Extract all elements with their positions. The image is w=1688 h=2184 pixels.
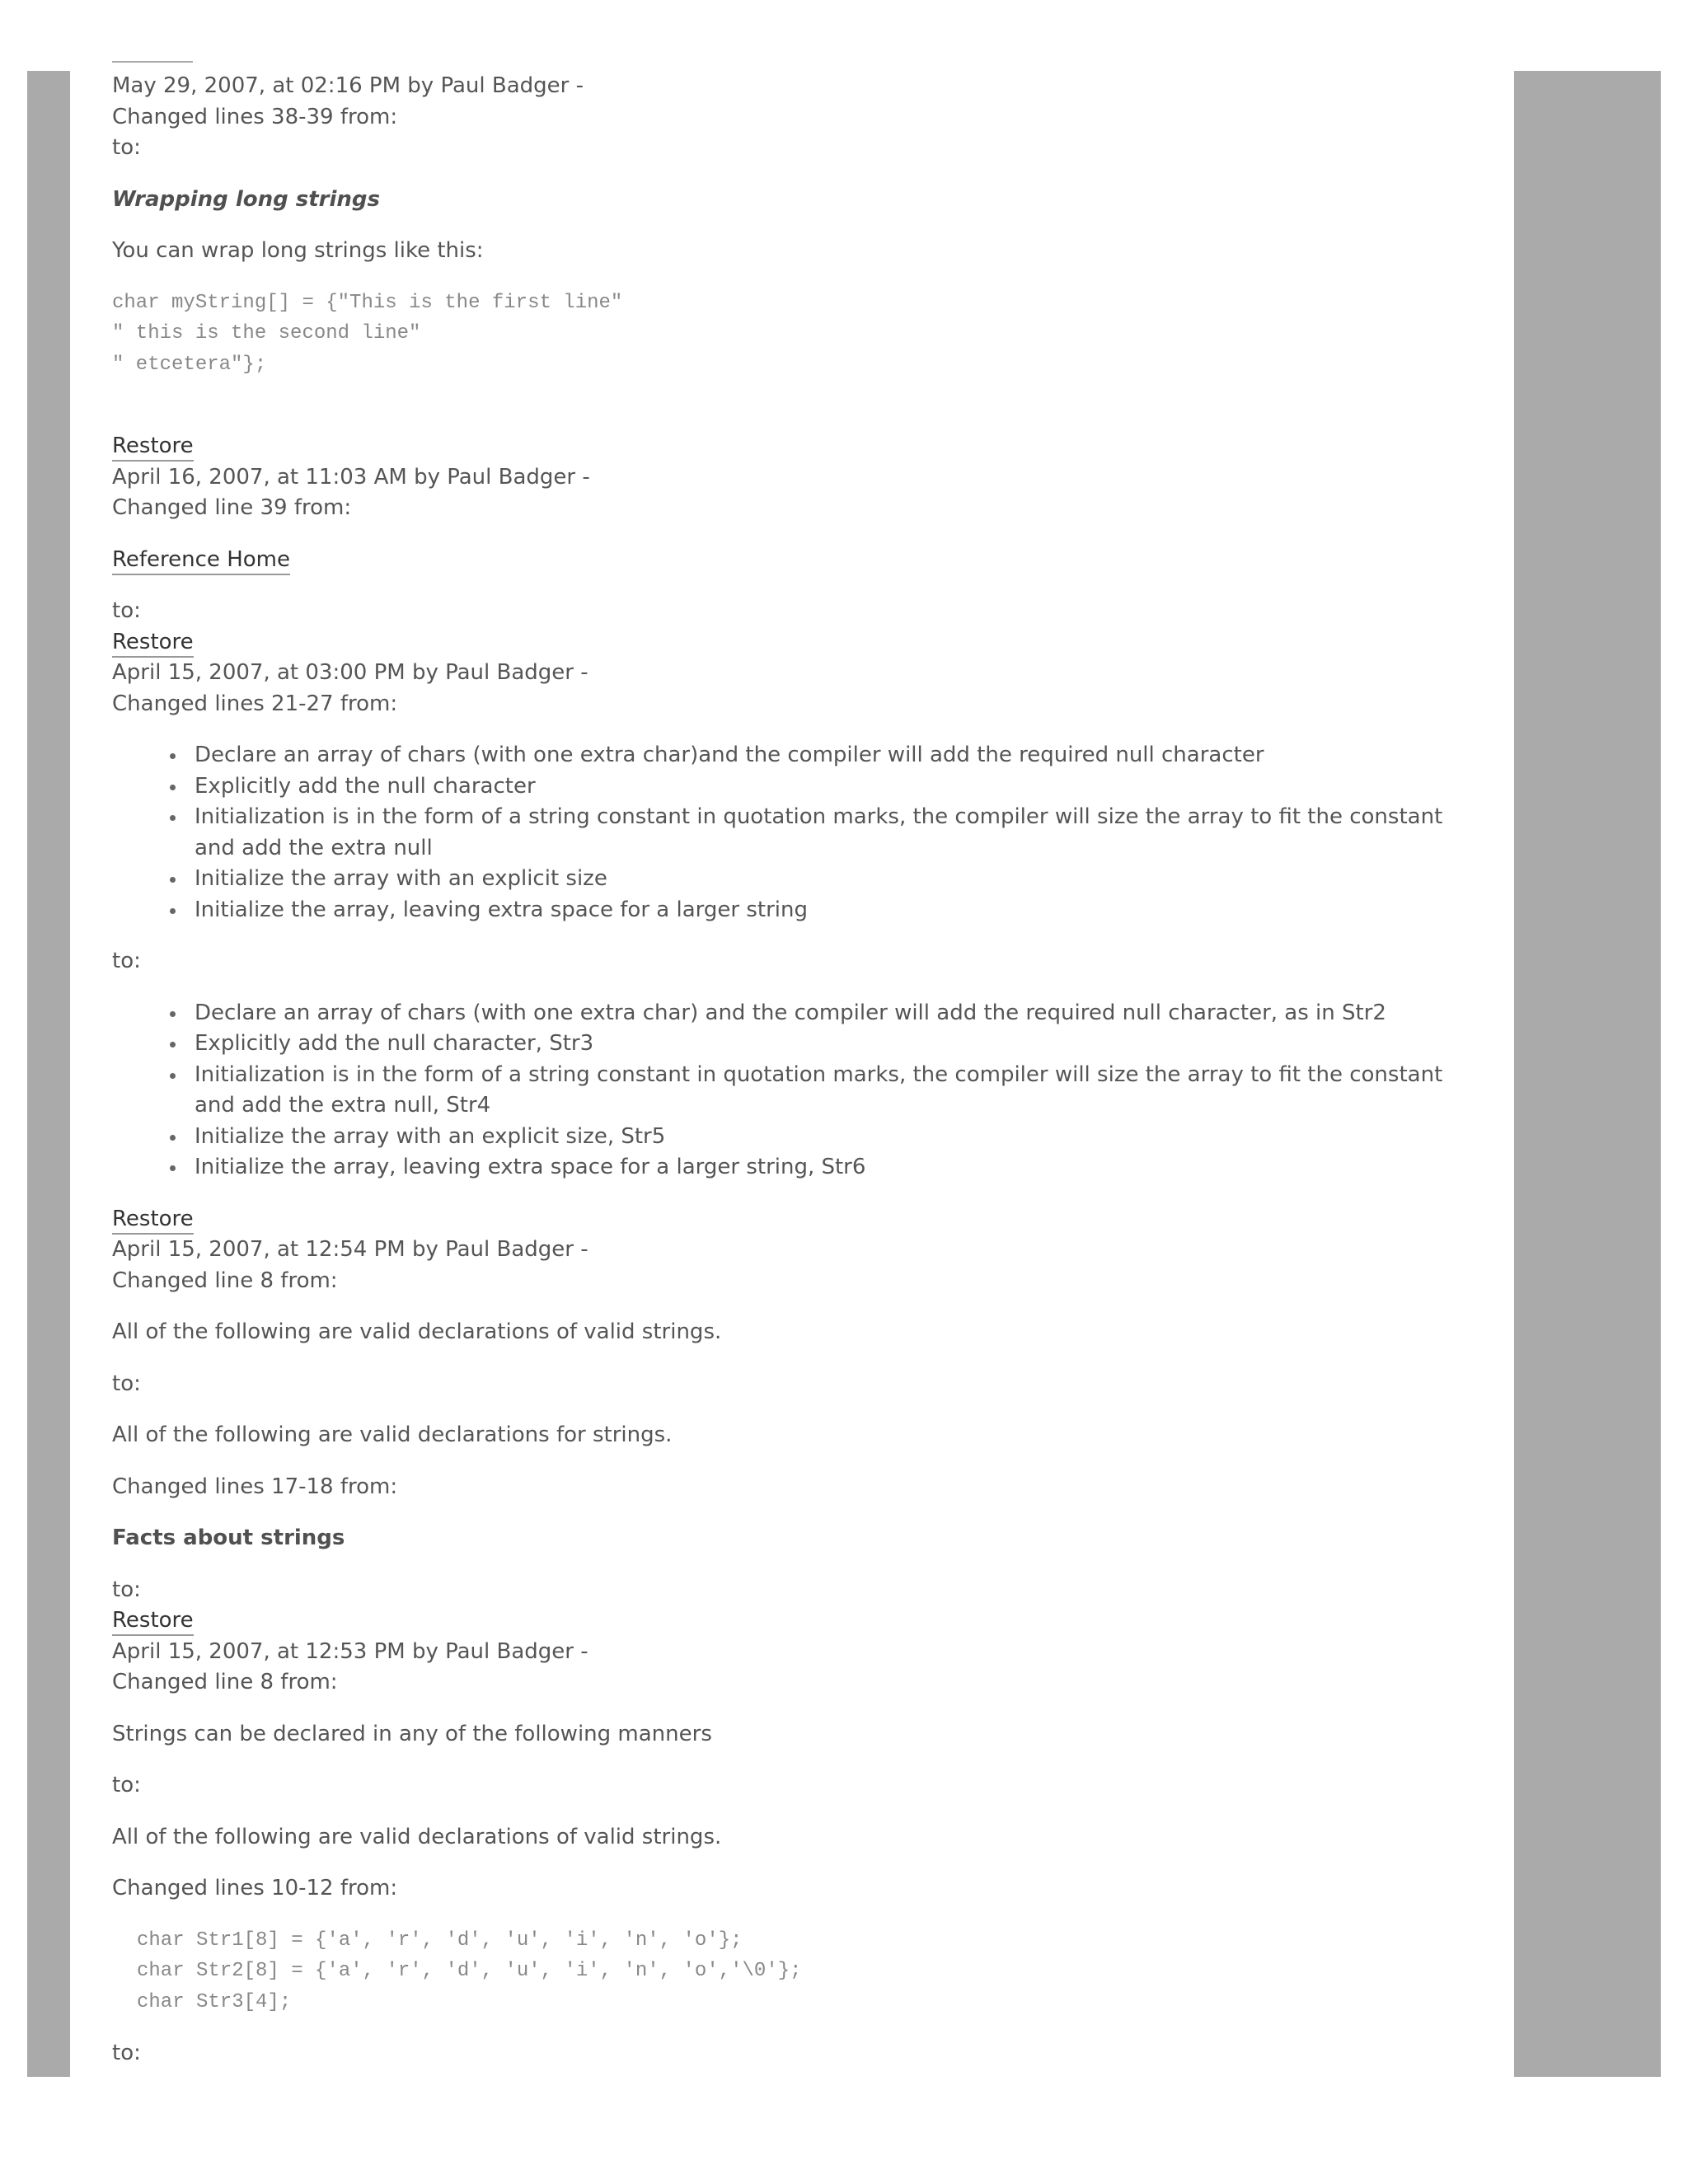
list-item: Declare an array of chars (with one extra char)and the compiler will add the required null character bbox=[195, 740, 1464, 771]
list-item: Initialize the array with an explicit size, Str5 bbox=[195, 1122, 1464, 1153]
code-line: char Str2[8] = {'a', 'r', 'd', 'u', 'i', 'n', 'o','\0'}; bbox=[137, 1960, 802, 1982]
restore-link[interactable]: Restore bbox=[112, 1607, 194, 1636]
list-item: Explicitly add the null character, Str3 bbox=[195, 1029, 1464, 1060]
to-label: to: bbox=[112, 135, 141, 160]
list-item: Initialize the array, leaving extra space for a larger string bbox=[195, 895, 1464, 926]
change-summary: Changed lines 10-12 from: bbox=[112, 1876, 398, 1900]
entry-meta: May 29, 2007, at 02:16 PM by Paul Badger - bbox=[112, 73, 584, 98]
from-list bbox=[112, 740, 1464, 926]
list-item: Declare an array of chars (with one extra char) and the compiler will add the required null character, as in Str2 bbox=[195, 998, 1464, 1029]
change-summary: Changed line 39 from: bbox=[112, 495, 352, 520]
to-label: to: bbox=[112, 1371, 141, 1396]
code-line: " this is the second line" bbox=[112, 322, 421, 344]
change-summary: Changed lines 38-39 from: bbox=[112, 104, 398, 129]
paragraph: You can wrap long strings like this: bbox=[112, 238, 484, 263]
list-item: Initialization is in the form of a string constant in quotation marks, the compiler will size the array to fit the constant and add the extra null, Str4 bbox=[195, 1060, 1464, 1122]
entry-meta: April 16, 2007, at 11:03 AM by Paul Badger - bbox=[112, 464, 590, 490]
history-entry bbox=[112, 627, 1464, 1183]
top-rule bbox=[112, 61, 193, 63]
change-summary: Changed line 8 from: bbox=[112, 1670, 338, 1694]
to-label: to: bbox=[112, 2041, 141, 2065]
code-block bbox=[112, 1925, 1464, 2018]
to-label: to: bbox=[112, 1773, 141, 1797]
to-list bbox=[112, 998, 1464, 1183]
change-summary: Changed lines 17-18 from: bbox=[112, 1474, 398, 1499]
left-margin-bar bbox=[27, 71, 70, 2077]
section-heading: Facts about strings bbox=[112, 1526, 345, 1550]
restore-link[interactable]: Restore bbox=[112, 433, 194, 462]
change-summary: Changed lines 21-27 from: bbox=[112, 691, 398, 716]
section-heading: Wrapping long strings bbox=[112, 186, 381, 212]
history-entry bbox=[112, 1204, 1464, 1606]
history-entry bbox=[112, 431, 1464, 627]
entry-meta: April 15, 2007, at 03:00 PM by Paul Badger - bbox=[112, 660, 588, 685]
paragraph: All of the following are valid declarations for strings. bbox=[112, 1422, 673, 1447]
code-line: char Str3[4]; bbox=[137, 1990, 292, 2013]
reference-home-link[interactable]: Reference Home bbox=[112, 546, 290, 575]
change-summary: Changed line 8 from: bbox=[112, 1268, 338, 1293]
restore-link[interactable]: Restore bbox=[112, 1206, 194, 1235]
to-label: to: bbox=[112, 949, 141, 973]
history-entry bbox=[112, 1605, 1464, 2069]
list-item: Initialization is in the form of a string constant in quotation marks, the compiler will size the array to fit the constant and add the extra null bbox=[195, 802, 1464, 864]
code-line: char myString[] = {"This is the first line" bbox=[112, 291, 623, 314]
list-item: Initialize the array with an explicit size bbox=[195, 864, 1464, 895]
code-block bbox=[112, 288, 1464, 381]
restore-link[interactable]: Restore bbox=[112, 629, 194, 658]
page-history-content bbox=[112, 61, 1464, 2069]
code-line: char Str1[8] = {'a', 'r', 'd', 'u', 'i', 'n', 'o'}; bbox=[137, 1929, 743, 1952]
paragraph: All of the following are valid declarations of valid strings. bbox=[112, 1319, 722, 1344]
entry-meta: April 15, 2007, at 12:53 PM by Paul Badger - bbox=[112, 1638, 588, 1664]
code-line: " etcetera"}; bbox=[112, 353, 267, 376]
list-item: Initialize the array, leaving extra space for a larger string, Str6 bbox=[195, 1152, 1464, 1183]
right-margin-bar bbox=[1514, 71, 1661, 2077]
to-label: to: bbox=[112, 1577, 141, 1602]
paragraph: Strings can be declared in any of the following manners bbox=[112, 1721, 712, 1746]
history-entry bbox=[112, 71, 1464, 431]
paragraph: All of the following are valid declarations of valid strings. bbox=[112, 1824, 722, 1849]
entry-meta: April 15, 2007, at 12:54 PM by Paul Badger - bbox=[112, 1237, 588, 1262]
list-item: Explicitly add the null character bbox=[195, 771, 1464, 803]
to-label: to: bbox=[112, 598, 141, 623]
